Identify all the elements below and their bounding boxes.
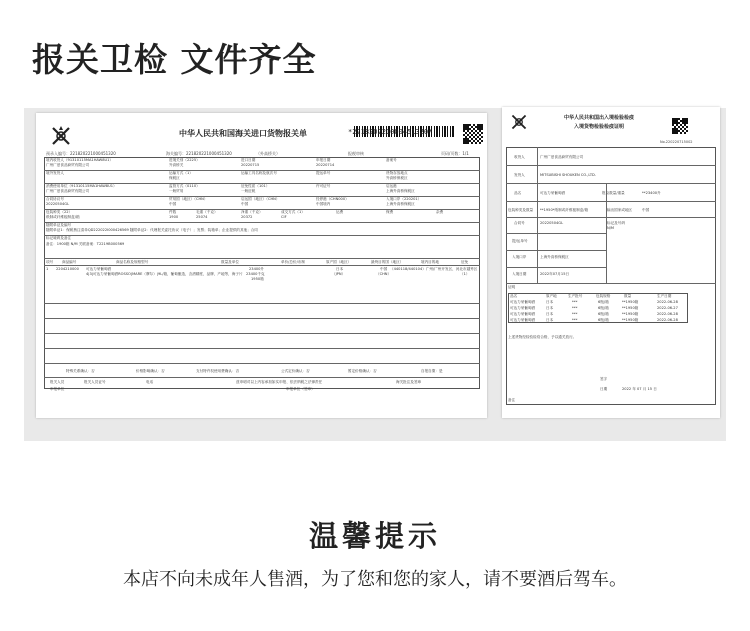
cert-value-export-country: 中国	[642, 208, 650, 212]
declarant-cert-label: 报关人员证号	[84, 380, 106, 384]
cert-label-export-country: 输出国家或地区	[607, 208, 633, 212]
field-label-entry: 入境口岸（220201）	[386, 197, 422, 201]
field-value-pieces: 1900	[169, 215, 179, 219]
field-label-insurance: 保费	[386, 210, 394, 214]
cert-table-cell: 2022-06-27	[657, 306, 678, 310]
goods-name: 可达力荣葡萄酒	[86, 267, 112, 271]
field-value-entry: 上海外高桥保税区	[386, 202, 415, 206]
cert-title-line1: 中华人民共和国出入境检验检疫	[564, 115, 635, 121]
field-value-transport: 保税区	[169, 176, 180, 180]
customs-emblem-icon	[50, 125, 72, 147]
field-value-net: 20372	[241, 215, 253, 219]
cert-label-bill: 提/运单号	[512, 239, 528, 243]
field-value-package: 纸制或纤维板制盒/箱	[46, 215, 80, 219]
cert-table-header-date: 生产日期	[657, 294, 672, 298]
goods-header-dest: 最终目的国（地区）	[371, 260, 404, 264]
cert-table-cell: 6瓶/箱	[598, 312, 609, 316]
cert-table-cell: **1950箱	[622, 312, 639, 316]
field-label-net: 净重（千克）	[241, 210, 263, 214]
phone-label: 电话	[146, 380, 154, 384]
cert-value-shipper: MITSUBISHI SHOUKEN CO.,LTD.	[540, 173, 596, 177]
field-label-shipper: 境外发货人	[46, 171, 64, 175]
goods-header-levy: 征免	[461, 260, 469, 264]
cert-table-cell: 6瓶/箱	[598, 300, 609, 304]
cert-table-header-name: 品名	[510, 294, 518, 298]
customs-record-label: 报税审核	[348, 151, 364, 156]
field-label-contract: 合同协议号	[46, 197, 64, 201]
cert-value-consignee: 广州广爱食品商贸有限公司	[540, 155, 584, 159]
cert-qr-code	[671, 117, 689, 135]
cert-label-consignee: 收货人	[514, 155, 525, 159]
field-label-misc: 杂费	[436, 210, 444, 214]
cert-table-header-qty: 数量	[624, 294, 632, 298]
cert-table-cell: 可达力荣葡萄酒	[510, 306, 536, 310]
marks-value: 备注：1900箱 N/M 关联备案：T2219B000569	[46, 242, 125, 246]
marks-label: 标记唛码及备注	[46, 236, 72, 240]
cert-table-header-batch: 生产批号	[568, 294, 583, 298]
cert-label-shipper: 发货人	[514, 173, 525, 177]
unit-stamp-label: 申报单位（签章）	[286, 387, 315, 391]
field-label-declare-date: 申报日期	[316, 158, 331, 162]
field-label-consignee: 境内收货人（91310115MA1HAW8U1）	[46, 158, 114, 162]
goods-header-code: 商品编号	[62, 260, 77, 264]
field-label-freight: 运费	[336, 210, 344, 214]
goods-code: 2204210000	[56, 267, 79, 271]
goods-header-qty: 数量及单位	[221, 260, 239, 264]
field-value-trade-country: 中国	[169, 202, 177, 206]
goods-header-domestic: 境内目的地	[421, 260, 439, 264]
field-label-departure-port: 启运港	[386, 184, 397, 188]
docs-label: 随附单证及编号	[46, 223, 72, 227]
goods-origin: 日本	[336, 267, 344, 271]
customs-no: 海关编号：221820221000451320	[166, 151, 232, 156]
cert-date-label: 日期	[600, 387, 608, 391]
goods-header-price: 单价/总价/币制	[281, 260, 305, 264]
goods-header-name: 商品名称及规格型号	[116, 260, 149, 264]
cert-table-cell: ***	[572, 312, 578, 316]
customs-barcode-number: *221820221000451320*	[348, 128, 433, 136]
goods-qty-liters: 23400升	[249, 267, 265, 271]
cert-label-entry-date: 入境日期	[512, 272, 527, 276]
field-label-record-no: 备案号	[386, 158, 397, 162]
field-label-origin-country: 启运国（地区）（CHN）	[241, 197, 280, 201]
cert-table-cell: 日本	[546, 306, 554, 310]
cert-table-cell: 2022-06-28	[657, 318, 678, 322]
goods-qty-kg: 23400千克	[246, 272, 265, 276]
docs-value: 随附单证1：保税核注清单QD222022I000426569 随附单证2：代理报关委托协议（电子）；发票；装箱单；企业提供的其他；合同	[46, 228, 258, 232]
cert-value-product: 可达力荣葡萄酒	[540, 191, 566, 195]
field-label-entry-port: 进境关别（2225）	[169, 158, 200, 162]
footer-provisional-price: 暂定价格确认：否	[348, 369, 377, 373]
cert-sign-label: 签字	[600, 377, 608, 381]
declaring-unit-label: 申报单位	[50, 387, 65, 391]
cert-table-header-spec: 包装规格	[596, 294, 611, 298]
cert-table-cell: **1950箱	[622, 300, 639, 304]
field-label-bill-no: 提运单号	[316, 171, 331, 175]
cert-label-entry-port: 入境口岸	[512, 255, 527, 259]
cert-table-header-origin: 原产地	[546, 294, 557, 298]
field-value-declare-date: 20220714	[316, 163, 335, 167]
field-label-levy-nature: 征免性质（101）	[241, 184, 270, 188]
cert-label-contract: 合同号	[514, 221, 525, 225]
field-label-trade-country: 贸易国（地区）（CHN）	[169, 197, 208, 201]
field-label-terms: 成交方式（1）	[281, 210, 305, 214]
cert-table-cell: 日本	[546, 312, 554, 316]
goods-origin-code: （JPN）	[332, 272, 346, 276]
field-label-storage: 货物存放地点	[386, 171, 408, 175]
footer-self-declare: 自报自缴：是	[421, 369, 443, 373]
cert-table-cell: 日本	[546, 300, 554, 304]
goods-spec: 4|3|可达力荣葡萄酒ROSSO|MARE（摩尔）|9L/箱，葡萄酿造，含酒精度，品牌，产地等，海子片	[86, 272, 243, 276]
footer-price-effect: 价格影响确认：否	[136, 369, 165, 373]
field-value-levy-nature: 一般征税	[241, 189, 256, 193]
footer-formula-price: 公式定价确认：否	[281, 369, 310, 373]
cert-value-contract: 20220504GL	[540, 221, 564, 225]
field-label-license: 许可证号	[316, 184, 331, 188]
cert-proof-label: 证明	[508, 285, 516, 289]
field-label-consumer: 消费使用单位（91310115MA1HAW8U1）	[46, 184, 117, 188]
customs-batch-label: 海关批注及签章	[396, 380, 422, 384]
cert-label-package: 包装种类及数量	[508, 208, 534, 212]
field-value-supervision: 一般贸易	[169, 189, 184, 193]
cert-table-cell: 可达力荣葡萄酒	[510, 318, 536, 322]
cert-table-cell: 2022-06-28	[657, 312, 678, 316]
cert-table-cell: **1950箱	[622, 318, 639, 322]
goods-header-origin: 原产国（地区）	[326, 260, 352, 264]
customs-qr-code	[462, 123, 484, 145]
customs-declaration-form	[36, 113, 487, 418]
cert-value-package: **1950*纸制或纤维板制盒/箱	[540, 208, 589, 212]
field-value-gross: 25074	[196, 215, 208, 219]
field-label-pieces: 件数	[169, 210, 177, 214]
footer-royalty: 支付特许权使用费确认：否	[196, 369, 240, 373]
customs-header-note: （外高桥关）	[256, 151, 280, 156]
field-value-entry-port: 外高桥关	[169, 163, 184, 167]
cert-value-marks: N/M	[607, 226, 614, 230]
field-value-import-date: 20220715	[241, 163, 260, 167]
cert-title-line2: 入境货物检验检疫证明	[574, 124, 625, 130]
field-value-terms: CIF	[281, 215, 287, 219]
field-value-stop-port: 中国境内	[316, 202, 331, 206]
cert-table-cell: 6瓶/箱	[598, 318, 609, 322]
cert-label-product: 品名	[514, 191, 522, 195]
cert-label-quantity: 报检数量/重量	[602, 191, 625, 195]
field-label-transport: 运输方式（1）	[169, 171, 193, 175]
goods-dest-code: （CHN）	[376, 272, 392, 276]
cert-table-cell: 6瓶/箱	[598, 306, 609, 310]
field-label-package: 包装种类（22）	[46, 210, 73, 214]
cert-table-cell: 可达力荣葡萄酒	[510, 312, 536, 316]
cert-footer-note: 备注	[508, 398, 516, 402]
field-value-departure-port: 上海外高桥保税区	[386, 189, 415, 193]
cert-table-cell: 日本	[546, 318, 554, 322]
cert-value-entry-date: 2022年07月15日	[540, 272, 570, 276]
cert-label-marks: 标记及号码	[607, 221, 625, 225]
customs-form-title: 中华人民共和国海关进口货物报关单	[179, 129, 307, 138]
field-value-origin-country: 中国	[241, 202, 249, 206]
field-value-consumer: 广州广爱食品商贸有限公司	[46, 189, 90, 193]
cert-table-cell: ***	[572, 318, 578, 322]
goods-qty-boxes: 1950箱	[251, 277, 264, 281]
field-label-stop-port: 经停港（CHN000）	[316, 197, 349, 201]
field-value-consignee: 广州广爱食品商贸有限公司	[46, 163, 90, 167]
goods-dest: 中国	[380, 267, 388, 271]
field-label-gross: 毛重（千克）	[196, 210, 218, 214]
cert-value-quantity: **23400升	[642, 191, 661, 195]
field-value-contract: 20220504GL	[46, 202, 70, 206]
inspection-certificate	[502, 107, 720, 418]
field-label-vessel: 运输工具名称及航次号	[241, 171, 277, 175]
goods-levy-code: （1）	[460, 272, 470, 276]
cert-table-cell: 可达力荣葡萄酒	[510, 300, 536, 304]
inspection-emblem-icon	[510, 113, 528, 131]
cert-number: No.220220715002	[660, 140, 693, 144]
goods-domestic: （440118/440104）广州/广州开发区，河北市越秀区	[390, 267, 478, 271]
goods-header-no: 项号	[46, 260, 54, 264]
declarant-label: 报关人员	[50, 380, 65, 384]
cert-table-cell: ***	[572, 300, 578, 304]
field-label-supervision: 监管方式（0110）	[169, 184, 200, 188]
declaration-statement: 兹申明对以上内容承担如实申报、依法纳税之法律责任	[236, 380, 323, 384]
page-headline: 报关卫检 文件齐全	[32, 40, 317, 79]
field-value-storage: 外高桥保税区	[386, 176, 408, 180]
cert-table-cell: ***	[572, 306, 578, 310]
footer-special-relation: 特殊关系确认：否	[66, 369, 95, 373]
goods-no: 1	[46, 267, 49, 271]
cert-value-entry-port: 上海外高桥保税区	[540, 255, 569, 259]
cert-table-cell: 2022-06-28	[657, 300, 678, 304]
tip-title: 温馨提示	[308, 519, 441, 553]
customs-form-no: 预录入编号：221820221000451320	[46, 151, 116, 156]
field-label-import-date: 进口日期	[241, 158, 256, 162]
cert-note: 上述货物经检验检疫合格，予以通关放行。	[508, 335, 577, 339]
cert-table-cell: **1950箱	[622, 306, 639, 310]
tip-body: 本店不向未成年人售酒，为了您和您的家人，请不要酒后驾车。	[123, 569, 627, 590]
customs-page-label: 页码/页数：1/1	[441, 151, 469, 156]
cert-date-value: 2022 年 07 月 15 日	[622, 387, 657, 391]
